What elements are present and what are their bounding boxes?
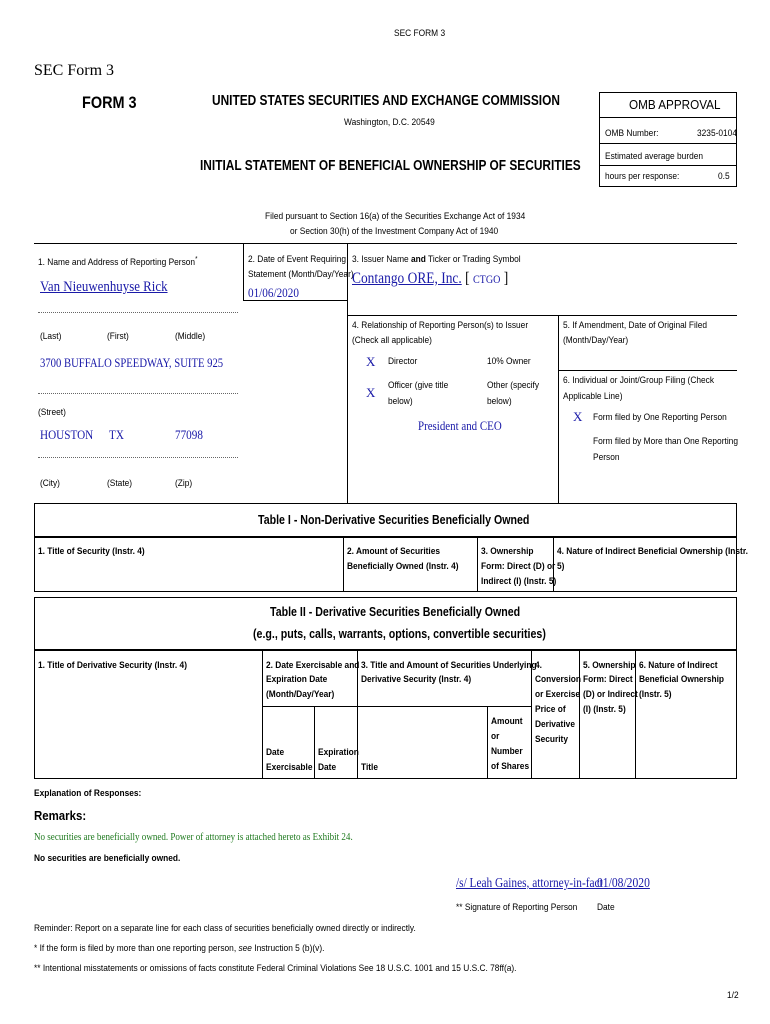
table2-col1-header: 1. Title of Derivative Security (Instr. 4) bbox=[38, 660, 187, 671]
table2-col4-header-line4: Price of bbox=[535, 704, 566, 715]
table1-col1-header: 1. Title of Security (Instr. 4) bbox=[38, 546, 145, 557]
signature-label: ** Signature of Reporting Person bbox=[456, 902, 578, 913]
box2-label-line2: Statement (Month/Day/Year) bbox=[248, 269, 354, 280]
table2-col5-header-line3: (D) or Indirect bbox=[583, 689, 638, 700]
table2-col6-header-line3: (Instr. 5) bbox=[639, 689, 672, 700]
table2-expiration-line1: Expiration bbox=[318, 747, 359, 758]
table2-title-col: Title bbox=[361, 762, 379, 773]
table2-col2-header-line1: 2. Date Exercisable and bbox=[266, 660, 360, 671]
issuer-name-line: Contango ORE, Inc. [ CTGO ] bbox=[352, 270, 509, 287]
state-value: TX bbox=[109, 427, 124, 442]
table2-col4-header-line6: Security bbox=[535, 734, 568, 745]
no-securities-note: No securities are beneficially owned. bbox=[34, 853, 181, 864]
table2-amount-line1: Amount bbox=[491, 716, 523, 727]
director-check: X bbox=[366, 354, 376, 369]
one-person-label: Form filed by One Reporting Person bbox=[593, 412, 727, 423]
omb-hours-label: hours per response: bbox=[605, 171, 680, 182]
signature-date: 01/08/2020 bbox=[597, 875, 650, 890]
footnote-multiple-persons: * If the form is filed by more than one reporting person, see Instruction 5 (b)(v). bbox=[34, 943, 325, 954]
table2-amount-line2: or bbox=[491, 731, 500, 742]
table1-col2-header-line2: Beneficially Owned (Instr. 4) bbox=[347, 561, 459, 572]
box1-label: 1. Name and Address of Reporting Person* bbox=[38, 256, 198, 269]
table2-col4-header-line1: 4. bbox=[535, 660, 542, 671]
table2-title-line1: Table II - Derivative Securities Beneficially Owned bbox=[270, 605, 521, 619]
table2-col4-header-line5: Derivative bbox=[535, 719, 575, 730]
table1-col3-header-line3: Indirect (I) (Instr. 5) bbox=[481, 576, 557, 587]
table2-title-line2: (e.g., puts, calls, warrants, options, convertible securities) bbox=[253, 627, 546, 641]
table1-col2-header-line1: 2. Amount of Securities bbox=[347, 546, 441, 557]
other-label-line2: below) bbox=[487, 396, 512, 407]
reporting-person-name[interactable]: Van Nieuwenhuyse Rick bbox=[40, 279, 168, 295]
box4-label-line1: 4. Relationship of Reporting Person(s) to Issuer bbox=[352, 320, 529, 331]
remarks-label: Remarks: bbox=[34, 808, 87, 823]
table1-col3-header-line1: 3. Ownership bbox=[481, 546, 534, 557]
reminder-text: Reminder: Report on a separate line for each class of securities beneficially owned directly or indirectly. bbox=[34, 923, 416, 934]
table2-col3-header-line1: 3. Title and Amount of Securities Underlying bbox=[361, 660, 537, 671]
page-number: 1/2 bbox=[727, 990, 739, 1001]
table2-col5-header-line1: 5. Ownership bbox=[583, 660, 636, 671]
remarks-text: No securities are beneficially owned. Power of attorney is attached hereto as Exhibit 24. bbox=[34, 832, 353, 843]
table2-col6-header-line1: 6. Nature of Indirect bbox=[639, 660, 718, 671]
footnote-misstatements: ** Intentional misstatements or omissions of facts constitute Federal Criminal Violations See 18 U.S.C. 1001 and 15 U.S.C. 78ff(a). bbox=[34, 963, 517, 974]
director-label: Director bbox=[388, 356, 418, 367]
form-name: SEC Form 3 bbox=[34, 62, 115, 79]
one-person-check: X bbox=[573, 409, 583, 424]
page-header: SEC FORM 3 bbox=[394, 28, 446, 39]
box3-label: 3. Issuer Name and Ticker or Trading Symbol bbox=[352, 254, 521, 265]
box5-label-line1: 5. If Amendment, Date of Original Filed bbox=[563, 320, 708, 331]
table1-title: Table I - Non-Derivative Securities Beneficially Owned bbox=[258, 513, 530, 527]
table1-col4-header-line1: 4. Nature of Indirect Beneficial Ownership (Instr. bbox=[557, 546, 748, 557]
table2-col4-header-line3: or Exercise bbox=[535, 689, 581, 700]
last-label: (Last) bbox=[40, 331, 62, 342]
table2-col6-header-line2: Beneficial Ownership bbox=[639, 674, 725, 685]
officer-title: President and CEO bbox=[418, 418, 502, 433]
issuer-name-link[interactable]: Contango ORE, Inc. bbox=[352, 270, 462, 287]
street-address: 3700 BUFFALO SPEEDWAY, SUITE 925 bbox=[40, 355, 224, 370]
table2-col5-header-line2: Form: Direct bbox=[583, 674, 633, 685]
date-label: Date bbox=[597, 902, 615, 913]
omb-hours-value: 0.5 bbox=[718, 171, 730, 182]
more-persons-label-line2: Person bbox=[593, 452, 620, 463]
table2-date-exercisable-line2: Exercisable bbox=[266, 762, 313, 773]
officer-label-line2: below) bbox=[388, 396, 413, 407]
box6-label-line1: 6. Individual or Joint/Group Filing (Check bbox=[563, 375, 715, 386]
city-label: (City) bbox=[40, 478, 60, 489]
agency-location: Washington, D.C. 20549 bbox=[344, 117, 435, 128]
table2-col2-header-line2: Expiration Date bbox=[266, 674, 328, 685]
middle-label: (Middle) bbox=[175, 331, 206, 342]
omb-burden-label: Estimated average burden bbox=[605, 151, 704, 162]
box2-label-line1: 2. Date of Event Requiring bbox=[248, 254, 347, 265]
box4-label-line2: (Check all applicable) bbox=[352, 335, 432, 346]
explanation-label: Explanation of Responses: bbox=[34, 788, 142, 799]
table2-amount-line4: of Shares bbox=[491, 761, 530, 772]
filed-pursuant-line1: Filed pursuant to Section 16(a) of the Securities Exchange Act of 1934 bbox=[265, 211, 526, 222]
table2-col3-header-line2: Derivative Security (Instr. 4) bbox=[361, 674, 472, 685]
zip-label: (Zip) bbox=[175, 478, 193, 489]
table1-col4-header-line2: 5) bbox=[557, 561, 565, 572]
signature-name[interactable]: /s/ Leah Gaines, attorney-in-fact bbox=[456, 875, 603, 890]
statement-title: INITIAL STATEMENT OF BENEFICIAL OWNERSHIP OF SECURITIES bbox=[200, 158, 581, 174]
agency-title: UNITED STATES SECURITIES AND EXCHANGE COMMISSION bbox=[212, 93, 560, 109]
state-label: (State) bbox=[107, 478, 133, 489]
table2-col5-header-line4: (I) (Instr. 5) bbox=[583, 704, 626, 715]
filed-pursuant-line2: or Section 30(h) of the Investment Company Act of 1940 bbox=[290, 226, 499, 237]
ticker-symbol: CTGO bbox=[472, 272, 501, 286]
box6-label-line2: Applicable Line) bbox=[563, 391, 623, 402]
omb-number-label: OMB Number: bbox=[605, 128, 659, 139]
more-persons-label-line1: Form filed by More than One Reporting bbox=[593, 436, 738, 447]
table2-date-exercisable-line1: Date bbox=[266, 747, 285, 758]
ten-percent-owner-label: 10% Owner bbox=[487, 356, 531, 367]
officer-check: X bbox=[366, 385, 376, 400]
zip-value: 77098 bbox=[175, 427, 203, 442]
omb-title: OMB APPROVAL bbox=[629, 97, 721, 112]
city-value: HOUSTON bbox=[40, 427, 94, 442]
form-number: FORM 3 bbox=[82, 93, 137, 112]
omb-number-value: 3235-0104 bbox=[697, 128, 737, 139]
street-label: (Street) bbox=[38, 407, 66, 418]
box5-label-line2: (Month/Day/Year) bbox=[563, 335, 629, 346]
other-label-line1: Other (specify bbox=[487, 380, 540, 391]
first-label: (First) bbox=[107, 331, 129, 342]
table2-expiration-line2: Date bbox=[318, 762, 337, 773]
table2-col4-header-line2: Conversion bbox=[535, 674, 581, 685]
table2-amount-line3: Number bbox=[491, 746, 523, 757]
event-date: 01/06/2020 bbox=[248, 285, 299, 300]
table2-col2-header-line3: (Month/Day/Year) bbox=[266, 689, 335, 700]
table1-col3-header-line2: Form: Direct (D) or bbox=[481, 561, 556, 572]
officer-label-line1: Officer (give title bbox=[388, 380, 449, 391]
